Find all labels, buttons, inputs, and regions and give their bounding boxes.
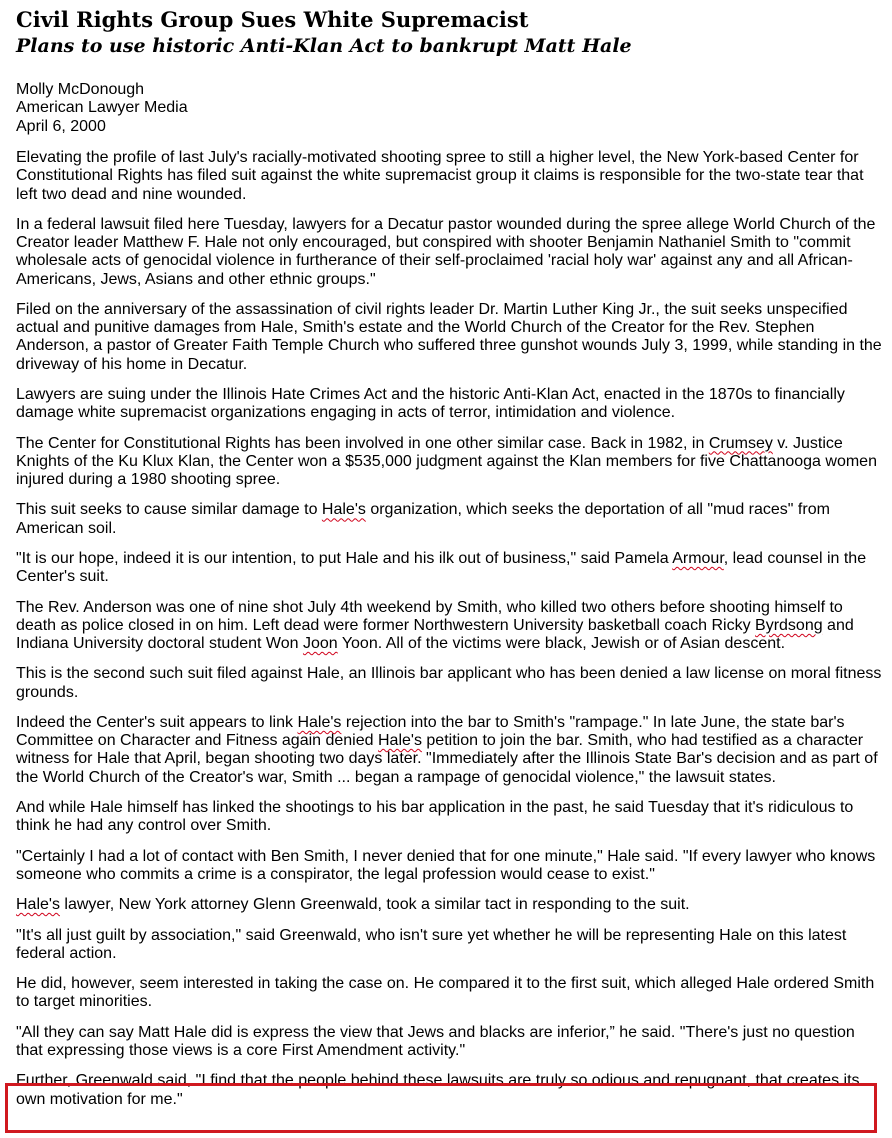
paragraph-text: rejection into the bar to Smith's "rampage." In late June, the state bar's Committee on Character and Fitness again denied — [16, 713, 845, 750]
paragraph-text: organization, which seeks the deportation of all "mud races" from American soil. — [16, 501, 830, 537]
paragraph — [16, 550, 882, 586]
paragraph-text: In a federal lawsuit filed here Tuesday, lawyers for a Decatur pastor wounded during the spree allege World Church of the Creator leader Matthew F. Hale not only encouraged, but conspired with shooter Benjamin Nathaniel Smith to "commit wholesale acts of genocidal violence in furtherance of their self-proclaimed 'racial holy war' against any and all African-Americans, Jews, Asians and other ethnic groups." — [16, 216, 876, 288]
paragraph-text: "It is our hope, indeed it is our intention, to put Hale and his ilk out of business," said Pamela — [16, 550, 673, 567]
paragraph-text: He did, however, seem interested in taking the case on. He compared it to the first suit, which alleged Hale ordered Smith to target minorities. — [16, 975, 875, 1011]
paragraph-text: Lawyers are suing under the Illinois Hate Crimes Act and the historic Anti-Klan Act, enacted in the 1870s to financially damage white supremacist organizations engaging in acts of terror, intimidation and violence. — [16, 386, 845, 422]
byline-publication: American Lawyer Media — [16, 99, 188, 117]
spellcheck-flagged-word: Armour — [672, 550, 724, 567]
article-body — [16, 149, 882, 1109]
paragraph — [16, 435, 882, 490]
paragraph — [16, 975, 882, 1011]
paragraph-text: This is the second such suit filed against Hale, an Illinois bar applicant who has been denied a law license on moral fitness grounds. — [16, 665, 882, 701]
paragraph-text: Further, Greenwald said, "I find that the people behind these lawsuits are truly so odious and repugnant, that creates its own motivation for me." — [16, 1072, 860, 1108]
paragraph-text: "Certainly I had a lot of contact with Ben Smith, I never denied that for one minute," Hale said. "If every lawyer who knows someone who commits a crime is a conspirator, the legal profession would cease to exist." — [16, 847, 876, 883]
paragraph-text: Filed on the anniversary of the assassination of civil rights leader Dr. Martin Luther King Jr., the suit seeks unspecified actual and punitive damages from Hale, Smith's estate and the World Church of the Creator for the Rev. Stephen Anderson, a pastor of Greater Faith Temple Church who suffered three gunshot wounds July 3, 1999, while standing in the driveway of his home in Decatur. — [16, 301, 882, 373]
paragraph-text: This suit seeks to cause similar damage to — [16, 501, 322, 519]
paragraph — [16, 714, 882, 787]
spellcheck-flagged-word: Hale's — [321, 501, 366, 519]
paragraph-text: Elevating the profile of last July's racially-motivated shooting spree to still a higher level, the New York-based Center for Constitutional Rights has filed suit against the white supremacist group it claims is responsible for the two-state tear that left two dead and nine wounded. — [16, 149, 864, 203]
subheadline: Plans to use historic Anti-Klan Act to bankrupt Matt Hale — [16, 35, 632, 57]
paragraph-text: And while Hale himself has linked the shootings to his bar application in the past, he said Tuesday that it's ridiculous to think he had any control over Smith. — [16, 798, 854, 835]
paragraph — [16, 1024, 882, 1060]
paragraph-text: Yoon. All of the victims were black, Jewish or of Asian descent. — [337, 635, 786, 652]
paragraph — [16, 599, 882, 654]
spellcheck-flagged-word: Hale's — [16, 896, 60, 914]
paragraph — [16, 665, 882, 701]
paragraph — [16, 301, 882, 374]
spellcheck-flagged-word: Hale's — [297, 713, 342, 731]
paragraph — [16, 848, 882, 884]
byline-date: April 6, 2000 — [16, 117, 106, 135]
paragraph-text: "All they can say Matt Hale did is express the view that Jews and blacks are inferior,” he said. "There's just no question that expressing those views is a core First Amendment activity." — [16, 1023, 855, 1059]
paragraph-text: v. Justice Knights of the Ku Klux Klan, the Center won a $535,000 judgment against the Klan members for five Chattanooga women injured during a 1980 shooting spree. — [16, 434, 877, 489]
paragraph — [16, 799, 882, 835]
paragraph — [16, 896, 882, 914]
paragraph-text: "It's all just guilt by association," said Greenwald, who isn't sure yet whether he will be representing Hale on this latest federal action. — [16, 926, 847, 962]
spellcheck-flagged-word: Crumsey — [708, 434, 773, 452]
paragraph-text: Indeed the Center's suit appears to link — [16, 713, 298, 731]
highlight-box — [5, 1083, 877, 1133]
paragraph-text: petition to join the bar. Smith, who had testified as a character witness for Hale that April, began shooting two days later. "Immediately after the Illinois State Bar's decision and as part of the World Church of the Creator's war, Smith ... began a rampage of genocidal violence," the lawsuit states. — [16, 732, 878, 786]
paragraph-text: , lead counsel in the Center's suit. — [16, 550, 867, 586]
paragraph-text: The Rev. Anderson was one of nine shot July 4th weekend by Smith, who killed two others before shooting himself to death as police closed in on him. Left dead were former Northwestern University basketball coach Ricky — [16, 598, 843, 634]
paragraph — [16, 216, 882, 289]
paragraph — [16, 501, 882, 537]
byline-author: Molly McDonough — [16, 81, 145, 98]
byline — [16, 81, 882, 136]
paragraph-text: The Center for Constitutional Rights has been involved in one other similar case. Back in 1982, in — [16, 434, 709, 452]
paragraph-text: and Indiana University doctoral student Won — [16, 616, 854, 652]
article — [16, 7, 882, 1121]
spellcheck-flagged-word: Hale's — [377, 732, 422, 750]
paragraph — [16, 927, 882, 963]
paragraph — [16, 149, 882, 204]
spellcheck-flagged-word: Joon — [302, 635, 338, 652]
paragraph-text: lawyer, New York attorney Glenn Greenwald, took a similar tact in responding to the suit. — [59, 896, 690, 914]
spellcheck-flagged-word: Byrdsong — [755, 616, 823, 634]
paragraph — [16, 386, 882, 422]
headline: Civil Rights Group Sues White Supremacist — [16, 7, 529, 32]
